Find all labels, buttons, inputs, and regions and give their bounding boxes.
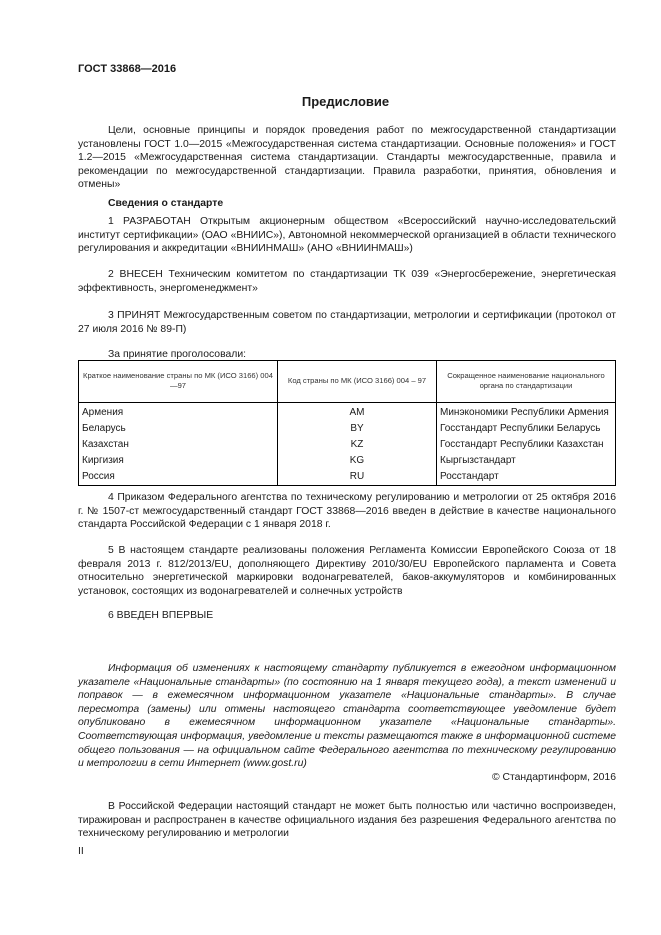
country-name: Армения (79, 405, 278, 421)
table-row (79, 453, 616, 469)
country-code: AM (278, 405, 437, 421)
standards-body: Росстандарт (437, 469, 616, 486)
vote-table (78, 360, 616, 486)
document-code: ГОСТ 33868—2016 (78, 63, 177, 75)
item-3-adopted: 3 ПРИНЯТ Межгосударственным советом по стандартизации, метрологии и сертификации (протокол от 27 июля 2016 № 89-П) (78, 310, 616, 335)
table-row (79, 437, 616, 453)
standards-body: Госстандарт Республики Беларусь (437, 421, 616, 437)
table-row (79, 421, 616, 437)
standards-body: Кыргызстандарт (437, 453, 616, 469)
standards-body: Минэкономики Республики Армения (437, 405, 616, 421)
table-header-body: Сокращенное наименование национального органа по стандартизации (437, 361, 616, 403)
country-name: Россия (79, 469, 278, 486)
copyright: © Стандартинформ, 2016 (491, 772, 616, 783)
country-code: RU (278, 469, 437, 486)
item-1-developed: 1 РАЗРАБОТАН Открытым акционерным обществом «Всероссийский научно-исследовательский институт сертификации» (ОАО «ВНИИС»), Автономной некоммерческой организацией в области технического регулирования и аккредитации «ВНИИНМАШ» (АНО «ВНИИНМАШ») (78, 216, 616, 255)
table-header-row (79, 361, 616, 403)
item-6-first-introduced: 6 ВВЕДЕН ВПЕРВЫЕ (108, 610, 214, 621)
page-number: II (78, 846, 84, 857)
item-5-regulation: 5 В настоящем стандарте реализованы положения Регламента Комиссии Европейского Союза от 18 февраля 2013 г. 812/2013/EU, дополняющего Директиву 2010/30/EU Европейского парламента и Совета относительно энергетической маркировки водонагревателей, баков-аккумуляторов и комбинированных установок, состоящих из водонагревателей и солнечных устройств (78, 545, 616, 597)
country-code: KG (278, 453, 437, 469)
country-code: KZ (278, 437, 437, 453)
country-code: BY (278, 421, 437, 437)
table-header-country: Краткое наименование страны по МК (ИСО 3166) 004 —97 (79, 361, 278, 403)
country-name: Киргизия (79, 453, 278, 469)
changes-notice: Информация об изменениях к настоящему стандарту публикуется в ежегодном информационном указателе «Национальные стандарты» (по состоянию на 1 января текущего года), а текст изменений и поправок — в ежемесячном информационном указателе «Национальные стандарты». В случае пересмотра (замены) или отмены настоящего стандарта соответствующее уведомление будет опубликовано в ежемесячном информационном указателе «Национальные стандарты». Соответствующая информация, уведомление и тексты размещаются также в информационной системе общего пользования — на официальном сайте Федерального агентства по техническому регулированию и метрологии в сети Интернет (www.gost.ru) (78, 663, 616, 770)
country-name: Беларусь (79, 421, 278, 437)
page-title: Предисловие (301, 94, 390, 109)
vote-label: За принятие проголосовали: (108, 349, 247, 360)
table-row (79, 469, 616, 486)
item-2-submitted: 2 ВНЕСЕН Техническим комитетом по стандартизации ТК 039 «Энергосбережение, энергетическая эффективность, энергоменеджмент» (78, 269, 616, 294)
closing-paragraph: В Российской Федерации настоящий стандарт не может быть полностью или частично воспроизведен, тиражирован и распространен в качестве официального издания без разрешения Федерального агентства по техническому регулированию и метрологии (78, 801, 616, 840)
item-4-order: 4 Приказом Федерального агентства по техническому регулированию и метрологии от 25 октября 2016 г. № 1507-ст межгосударственный стандарт ГОСТ 33868—2016 введен в действие в качестве национального стандарта Российской Федерации с 1 января 2018 г. (78, 492, 616, 531)
table-row (79, 405, 616, 421)
info-heading: Сведения о стандарте (108, 198, 224, 209)
country-name: Казахстан (79, 437, 278, 453)
standards-body: Госстандарт Республики Казахстан (437, 437, 616, 453)
table-header-code: Код страны по МК (ИСО 3166) 004 – 97 (278, 361, 437, 403)
intro-paragraph: Цели, основные принципы и порядок проведения работ по межгосударственной стандартизации установлены ГОСТ 1.0—2015 «Межгосударственная система стандартизации. Основные положения» и ГОСТ 1.2—2015 «Межгосударственная система стандартизации. Стандарты межгосударственные, правила и рекомендации по межгосударственной стандартизации. Правила разработки, принятия, обновления и отмены» (78, 125, 616, 191)
